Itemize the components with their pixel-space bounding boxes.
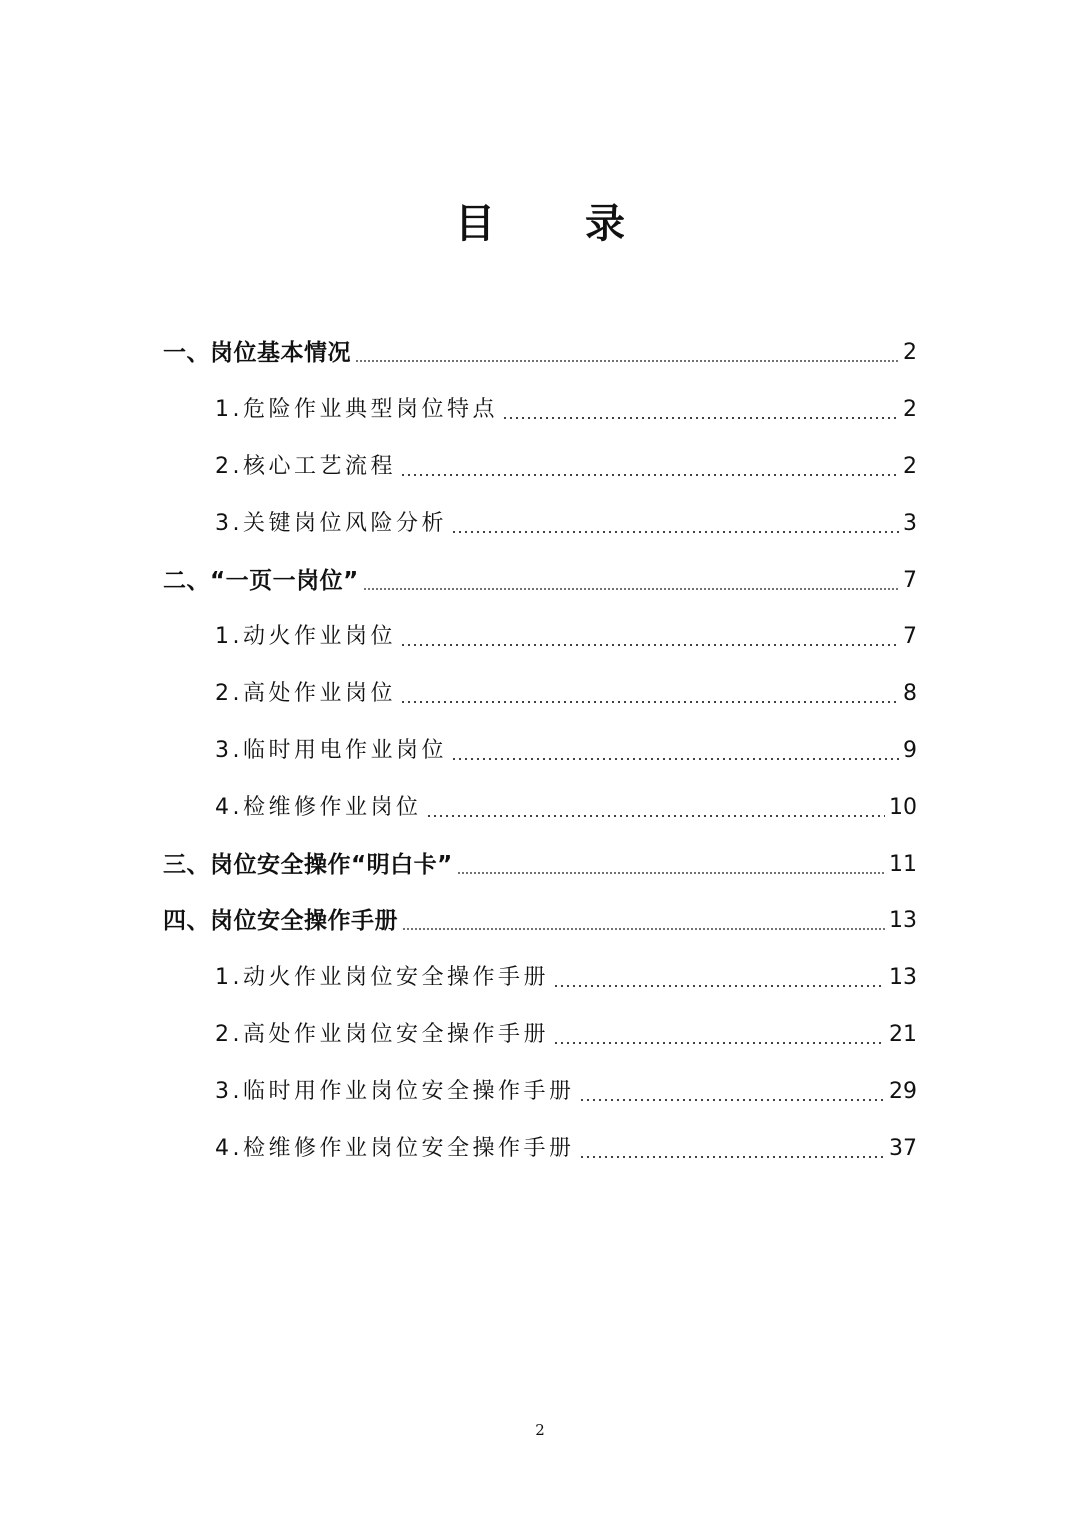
toc-entry-label: 1.动火作业岗位 xyxy=(215,624,396,650)
toc-dot-leader xyxy=(400,644,899,646)
toc-entry-label: 2.核心工艺流程 xyxy=(215,453,396,479)
toc-dot-leader xyxy=(502,417,899,419)
toc-entry-label: 4.检维修作业岗位 xyxy=(215,794,422,820)
toc-subsection-entry[interactable] xyxy=(163,1120,917,1177)
toc-entry-page: 2 xyxy=(903,340,917,366)
toc-subsection-entry[interactable] xyxy=(163,666,917,723)
toc-subsection-entry[interactable] xyxy=(163,1063,917,1120)
toc-entry-page: 13 xyxy=(889,965,917,991)
table-of-contents xyxy=(163,325,917,1177)
toc-entry-label: 2.高处作业岗位 xyxy=(215,681,396,707)
toc-entry-page: 21 xyxy=(889,1021,917,1047)
page-number: 2 xyxy=(535,1421,545,1439)
toc-entry-page: 13 xyxy=(889,908,917,934)
toc-entry-label: 2.高处作业岗位安全操作手册 xyxy=(215,1021,549,1047)
toc-entry-label: 一、岗位基本情况 xyxy=(163,340,351,367)
toc-subsection-entry[interactable] xyxy=(163,382,917,439)
toc-dot-leader xyxy=(579,1156,886,1158)
toc-entry-label: 3.临时用作业岗位安全操作手册 xyxy=(215,1078,575,1104)
toc-subsection-entry[interactable] xyxy=(163,723,917,780)
toc-entry-page: 3 xyxy=(903,510,917,536)
toc-subsection-entry[interactable] xyxy=(163,495,917,552)
toc-entry-page: 8 xyxy=(903,681,917,707)
toc-section-entry[interactable] xyxy=(163,836,917,893)
toc-entry-page: 9 xyxy=(903,737,917,763)
toc-dot-leader xyxy=(426,815,886,817)
toc-entry-page: 29 xyxy=(889,1078,917,1104)
toc-dot-leader xyxy=(400,701,899,703)
toc-dot-leader xyxy=(451,758,899,760)
toc-dot-leader xyxy=(553,1042,885,1044)
toc-section-entry[interactable] xyxy=(163,552,917,609)
toc-dot-leader xyxy=(457,872,885,874)
toc-entry-label: 3.关键岗位风险分析 xyxy=(215,510,447,536)
toc-section-entry[interactable] xyxy=(163,893,917,950)
toc-subsection-entry[interactable] xyxy=(163,1007,917,1064)
toc-entry-label: 四、岗位安全操作手册 xyxy=(163,908,398,935)
toc-subsection-entry[interactable] xyxy=(163,779,917,836)
toc-entry-page: 7 xyxy=(903,624,917,650)
toc-entry-page: 37 xyxy=(889,1135,917,1161)
toc-dot-leader xyxy=(451,531,899,533)
toc-dot-leader xyxy=(579,1099,886,1101)
toc-entry-page: 7 xyxy=(903,567,917,593)
toc-entry-page: 2 xyxy=(903,397,917,423)
toc-subsection-entry[interactable] xyxy=(163,439,917,496)
toc-dot-leader xyxy=(355,360,899,362)
toc-entry-page: 2 xyxy=(903,453,917,479)
toc-dot-leader xyxy=(363,588,899,590)
toc-dot-leader xyxy=(553,985,885,987)
toc-subsection-entry[interactable] xyxy=(163,609,917,666)
toc-entry-page: 11 xyxy=(889,851,917,877)
toc-entry-label: 三、岗位安全操作“明白卡” xyxy=(163,851,453,878)
toc-dot-leader xyxy=(402,928,885,930)
toc-entry-label: 1.危险作业典型岗位特点 xyxy=(215,397,498,423)
toc-entry-label: 3.临时用电作业岗位 xyxy=(215,737,447,763)
toc-entry-label: 4.检维修作业岗位安全操作手册 xyxy=(215,1135,575,1161)
toc-subsection-entry[interactable] xyxy=(163,950,917,1007)
toc-entry-label: 二、“一页一岗位” xyxy=(163,567,359,594)
toc-section-entry[interactable] xyxy=(163,325,917,382)
toc-entry-page: 10 xyxy=(889,794,917,820)
toc-dot-leader xyxy=(400,474,899,476)
page-title: 目 录 xyxy=(455,201,663,247)
toc-entry-label: 1.动火作业岗位安全操作手册 xyxy=(215,965,549,991)
